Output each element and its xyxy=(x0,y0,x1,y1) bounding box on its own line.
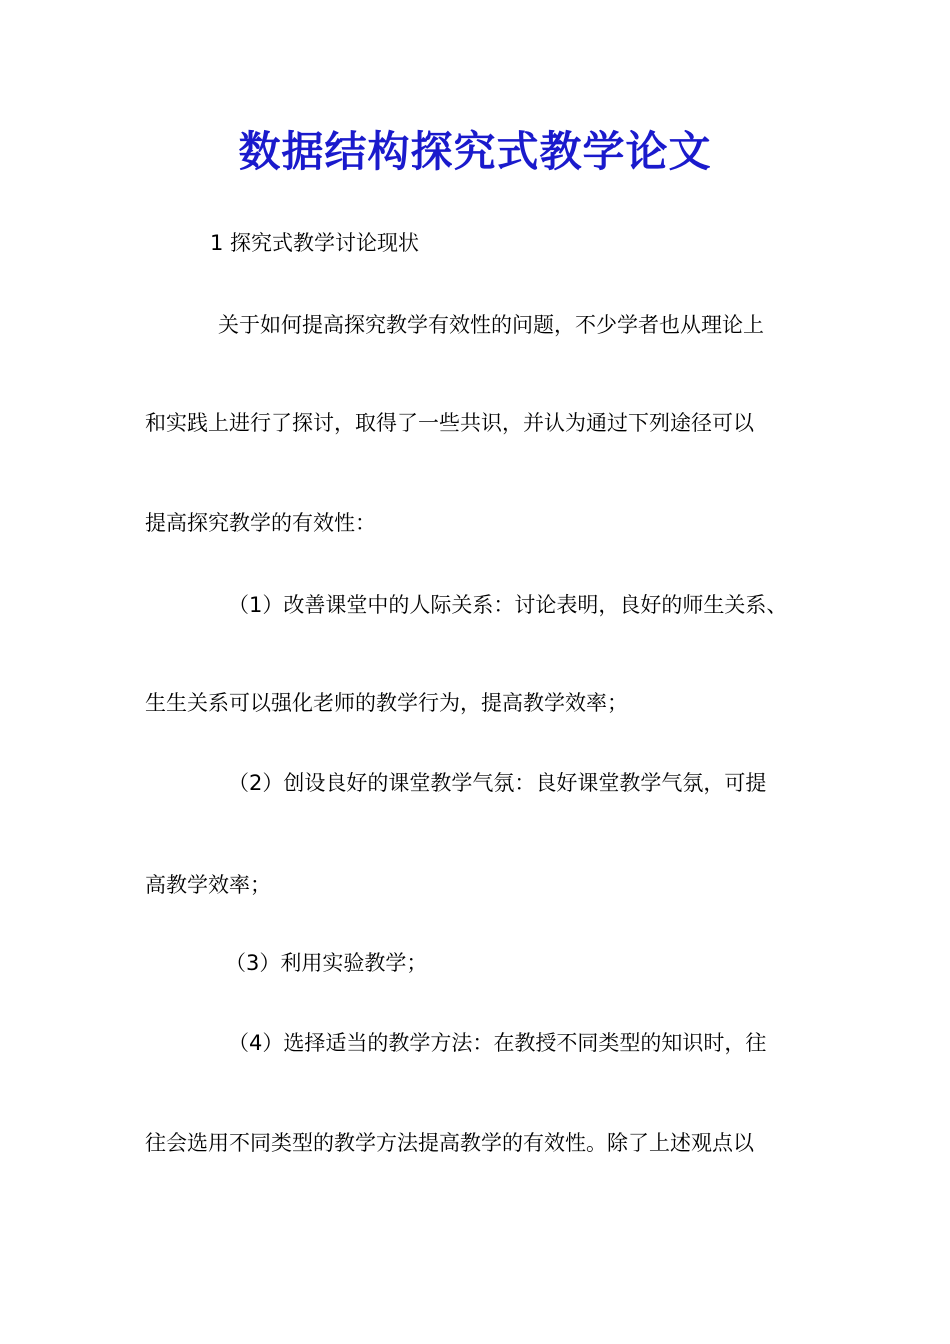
list-item-line: （2）创设良好的课堂教学气氛：良好课堂教学气氛，可提 xyxy=(228,771,767,795)
list-item-line: （1）改善课堂中的人际关系：讨论表明，良好的师生关系、 xyxy=(228,593,788,617)
paragraph-line: 关于如何提高探究教学有效性的问题，不少学者也从理论上 xyxy=(218,313,764,337)
section-heading: 1 探究式教学讨论现状 xyxy=(210,231,420,255)
paragraph-line: 往会选用不同类型的教学方法提高教学的有效性。除了上述观点以 xyxy=(145,1131,754,1155)
document-title: 数据结构探究式教学论文 xyxy=(238,127,712,176)
list-item-line: （3）利用实验教学； xyxy=(225,951,428,975)
list-item-line: （4）选择适当的教学方法：在教授不同类型的知识时，往 xyxy=(228,1031,767,1055)
paragraph-line: 和实践上进行了探讨，取得了一些共识，并认为通过下列途径可以 xyxy=(145,411,754,435)
paragraph-line: 提高探究教学的有效性： xyxy=(145,511,376,535)
list-item-line: 高教学效率； xyxy=(145,873,271,897)
list-item-line: 生生关系可以强化老师的教学行为，提高教学效率； xyxy=(145,691,628,715)
